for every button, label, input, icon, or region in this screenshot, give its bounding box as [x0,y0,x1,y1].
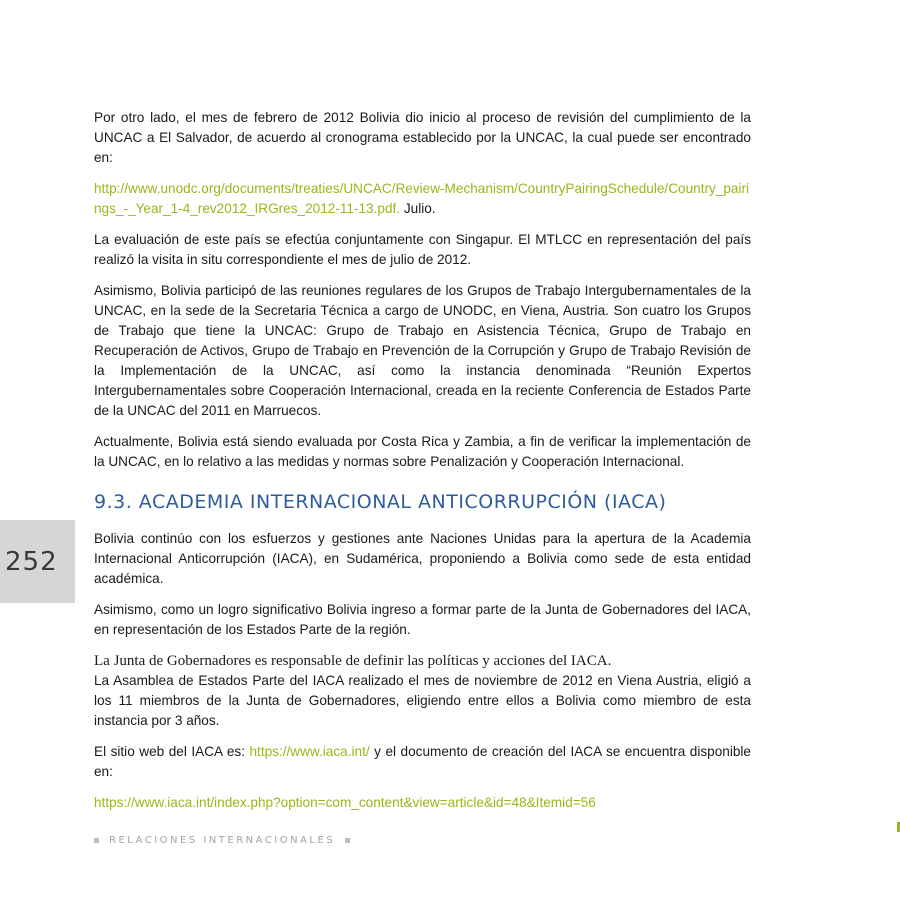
month-text: Julio. [400,201,436,216]
footer-label: RELACIONES INTERNACIONALES [109,835,336,846]
website-suffix: y el documento de creación del IACA se encuentra disponible en: [94,744,751,779]
page-footer [94,835,350,846]
paragraph-board-role: La Junta de Gobernadores es responsable de definir las políticas y acciones del IACA. [94,653,612,669]
iaca-website-link[interactable]: https://www.iaca.int/ [249,744,370,759]
paragraph-assembly: La Asamblea de Estados Parte del IACA realizado el mes de noviembre de 2012 en Viena Austria, eligió a los 11 miembros de la Junta de Gobernadores, eligiendo entre ellos a Bolivia como miembro de esta instancia por 3 años. [94,673,751,728]
paragraph-working-groups: Asimismo, Bolivia participó de las reuniones regulares de los Grupos de Trabajo Intergubernamentales de la UNCAC, en la sede de la Secretaria Técnica a cargo de UNODC, en Viena, Austria. Son cuatro los Grupos de Trabajo que tiene la UNCAC: Grupo de Trabajo en Asistencia Técnica, Grupo de Trabajo en Recuperación de Activos, Grupo de Trabajo en Prevención de la Corrupción y Grupo de Trabajo Revisión de la Implementación de la UNCAC, así como la instancia denominada “Reunión Expertos Intergubernamentales sobre Cooperación Internacional, creada en la reciente Conferencia de Estados Parte de la UNCAC del 2011 en Marruecos. [94,283,751,418]
website-prefix: El sitio web del IACA es: [94,744,250,759]
page-body [94,108,751,823]
footer-bullet-right [345,838,350,843]
paragraph-iaca-document [94,793,751,813]
iaca-document-link[interactable]: https://www.iaca.int/index.php?option=com_content&view=article&id=48&Itemid=56 [94,795,596,810]
paragraph-iaca-website [94,742,751,782]
unodc-schedule-link[interactable]: http://www.unodc.org/documents/treaties/UNCAC/Review-Mechanism/CountryPairingSchedule/Country_pairings_-_Year_1-4_rev2012_IRGres_2012-11-13.pdf. [94,181,750,216]
paragraph-singapur: La evaluación de este país se efectúa conjuntamente con Singapur. El MTLCC en representación del país realizó la visita in situ correspondiente el mes de julio de 2012. [94,232,751,267]
section-heading-iaca: 9.3. ACADEMIA INTERNACIONAL ANTICORRUPCIÓN (IACA) [94,491,667,513]
footer-bullet-left [94,838,99,843]
paragraph-board-membership: Asimismo, como un logro significativo Bolivia ingreso a formar parte de la Junta de Gobernadores del IACA, en representación de los Estados Parte de la región. [94,602,751,637]
paragraph-current-evaluation: Actualmente, Bolivia está siendo evaluada por Costa Rica y Zambia, a fin de verificar la implementación de la UNCAC, en lo relativo a las medidas y normas sobre Penalización y Cooperación Internacional. [94,434,751,469]
page-number: 252 [5,547,58,577]
paragraph-iaca-efforts: Bolivia continúo con los esfuerzos y gestiones ante Naciones Unidas para la apertura de la Academia Internacional Anticorrupción (IACA), en Sudamérica, proponiendo a Bolivia como sede de esta entidad académica. [94,531,751,586]
paragraph-schedule-link [94,179,751,219]
paragraph-uncac-review: Por otro lado, el mes de febrero de 2012 Bolivia dio inicio al proceso de revisión del cumplimiento de la UNCAC a El Salvador, de acuerdo al cronograma establecido por la UNCAC, la cual puede ser encontrado en: [94,110,751,165]
page-number-tab [0,520,75,603]
